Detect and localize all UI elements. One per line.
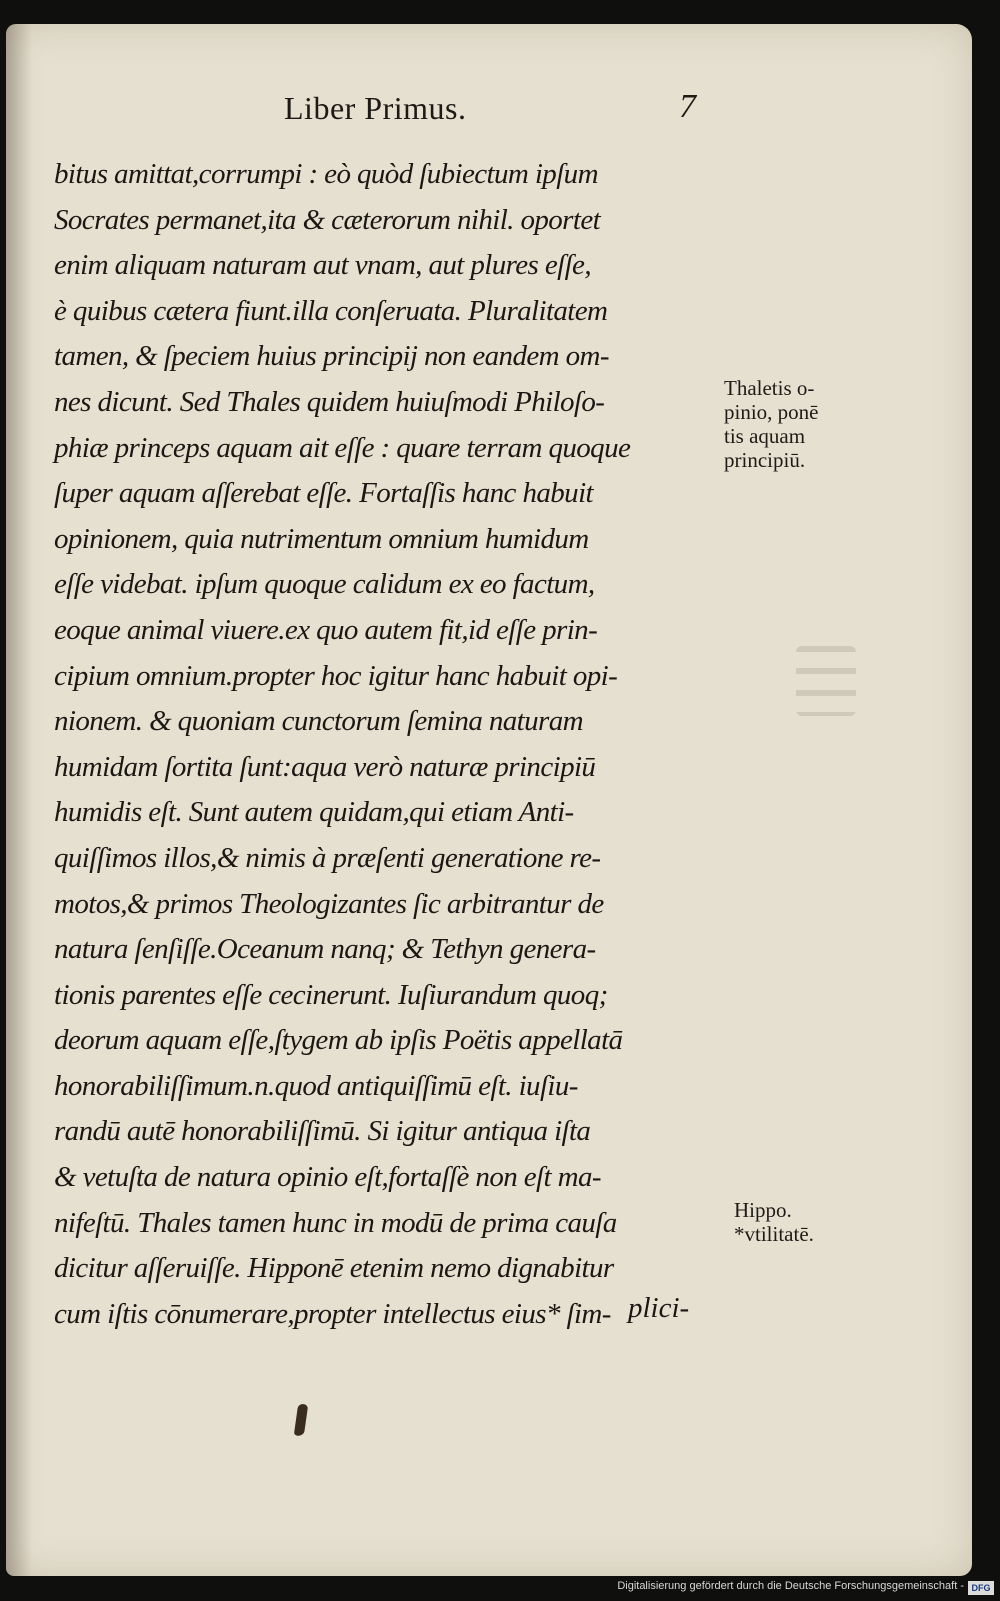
funding-credit: Digitalisierung gefördert durch die Deutsche Forschungsgemeinschaft -: [617, 1580, 964, 1592]
text-line: deorum aquam eſſe,ſtygem ab ipſis Poëtis appellatā: [54, 1024, 623, 1057]
page-header: [276, 90, 716, 150]
catchword: plici-: [628, 1292, 690, 1324]
text-line: è quibus cætera fiunt.illa conſeruata. Pluralitatem: [54, 294, 608, 327]
bleed-through-stain: [796, 646, 856, 716]
text-line: eoque animal viuere.ex quo autem fit,id eſſe prin-: [54, 613, 598, 646]
text-line: nes dicunt. Sed Thales quidem huiuſmodi Philoſo-: [54, 385, 605, 418]
text-line: cum iſtis cōnumerare,propter intellectus eius* ſim-: [54, 1297, 611, 1330]
running-title: Liber Primus.: [284, 90, 467, 126]
text-line: motos,& primos Theologizantes ſic arbitrantur de: [54, 887, 604, 920]
page-number: 7: [679, 88, 696, 125]
text-line: natura ſenſiſſe.Oceanum nanq; & Tethyn genera-: [54, 933, 596, 966]
marginal-line: pinio, ponē: [724, 400, 819, 424]
marginal-line: Hippo.: [734, 1198, 792, 1222]
text-line: enim aliquam naturam aut vnam, aut plures eſſe,: [54, 249, 591, 282]
marginal-line: principiū.: [724, 448, 806, 472]
page-gutter-shadow: [6, 24, 32, 1576]
text-line: cipium omnium.propter hoc igitur hanc habuit opi-: [54, 659, 618, 692]
marginal-note-hippo: [734, 1198, 814, 1246]
text-line: bitus amittat,corrumpi : eò quòd ſubiectum ipſum: [54, 158, 598, 190]
book-page: [6, 24, 972, 1576]
text-line: quiſſimos illos,& nimis à præſenti generatione re-: [54, 841, 601, 874]
footer-bar: [0, 1578, 1000, 1601]
text-line: phiæ princeps aquam ait eſſe : quare terram quoque: [54, 431, 631, 464]
dfg-logo-icon: DFG: [968, 1581, 994, 1595]
ink-blot: [294, 1403, 308, 1436]
text-line: Socrates permanet,ita & cæterorum nihil. oportet: [54, 203, 601, 236]
text-line: eſſe videbat. ipſum quoque calidum ex eo factum,: [54, 568, 595, 601]
marginal-line: Thaletis o-: [724, 376, 815, 400]
text-line: nifeſtū. Thales tamen hunc in modū de prima cauſa: [54, 1206, 617, 1239]
text-line: humidam ſortita ſunt:aqua verò naturæ principiū: [54, 750, 596, 783]
text-line: nionem. & quoniam cunctorum ſemina naturam: [54, 705, 583, 738]
text-line: tionis parentes eſſe cecinerunt. Iuſiurandum quoq;: [54, 978, 608, 1011]
marginal-line: *vtilitatē.: [734, 1222, 814, 1246]
text-line: ſuper aquam aſſerebat eſſe. Fortaſſis hanc habuit: [54, 477, 593, 510]
text-line: dicitur aſſeruiſſe. Hipponē etenim nemo dignabitur: [54, 1252, 614, 1285]
marginal-line: tis aquam: [724, 424, 806, 448]
text-line: humidis eſt. Sunt autem quidam,qui etiam Anti-: [54, 796, 574, 829]
text-line: randū autē honorabiliſſimū. Si igitur antiqua iſta: [54, 1115, 591, 1148]
text-line: honorabiliſſimum.n.quod antiquiſſimū eſt. iuſiu-: [54, 1069, 578, 1102]
text-line: opinionem, quia nutrimentum omnium humidum: [54, 522, 589, 555]
main-text-block: [54, 152, 714, 1337]
marginal-note-thales: [724, 376, 819, 472]
text-line: tamen, & ſpeciem huius principij non eandem om-: [54, 340, 609, 373]
text-line: & vetuſta de natura opinio eſt,fortaſſè non eſt ma-: [54, 1161, 601, 1194]
